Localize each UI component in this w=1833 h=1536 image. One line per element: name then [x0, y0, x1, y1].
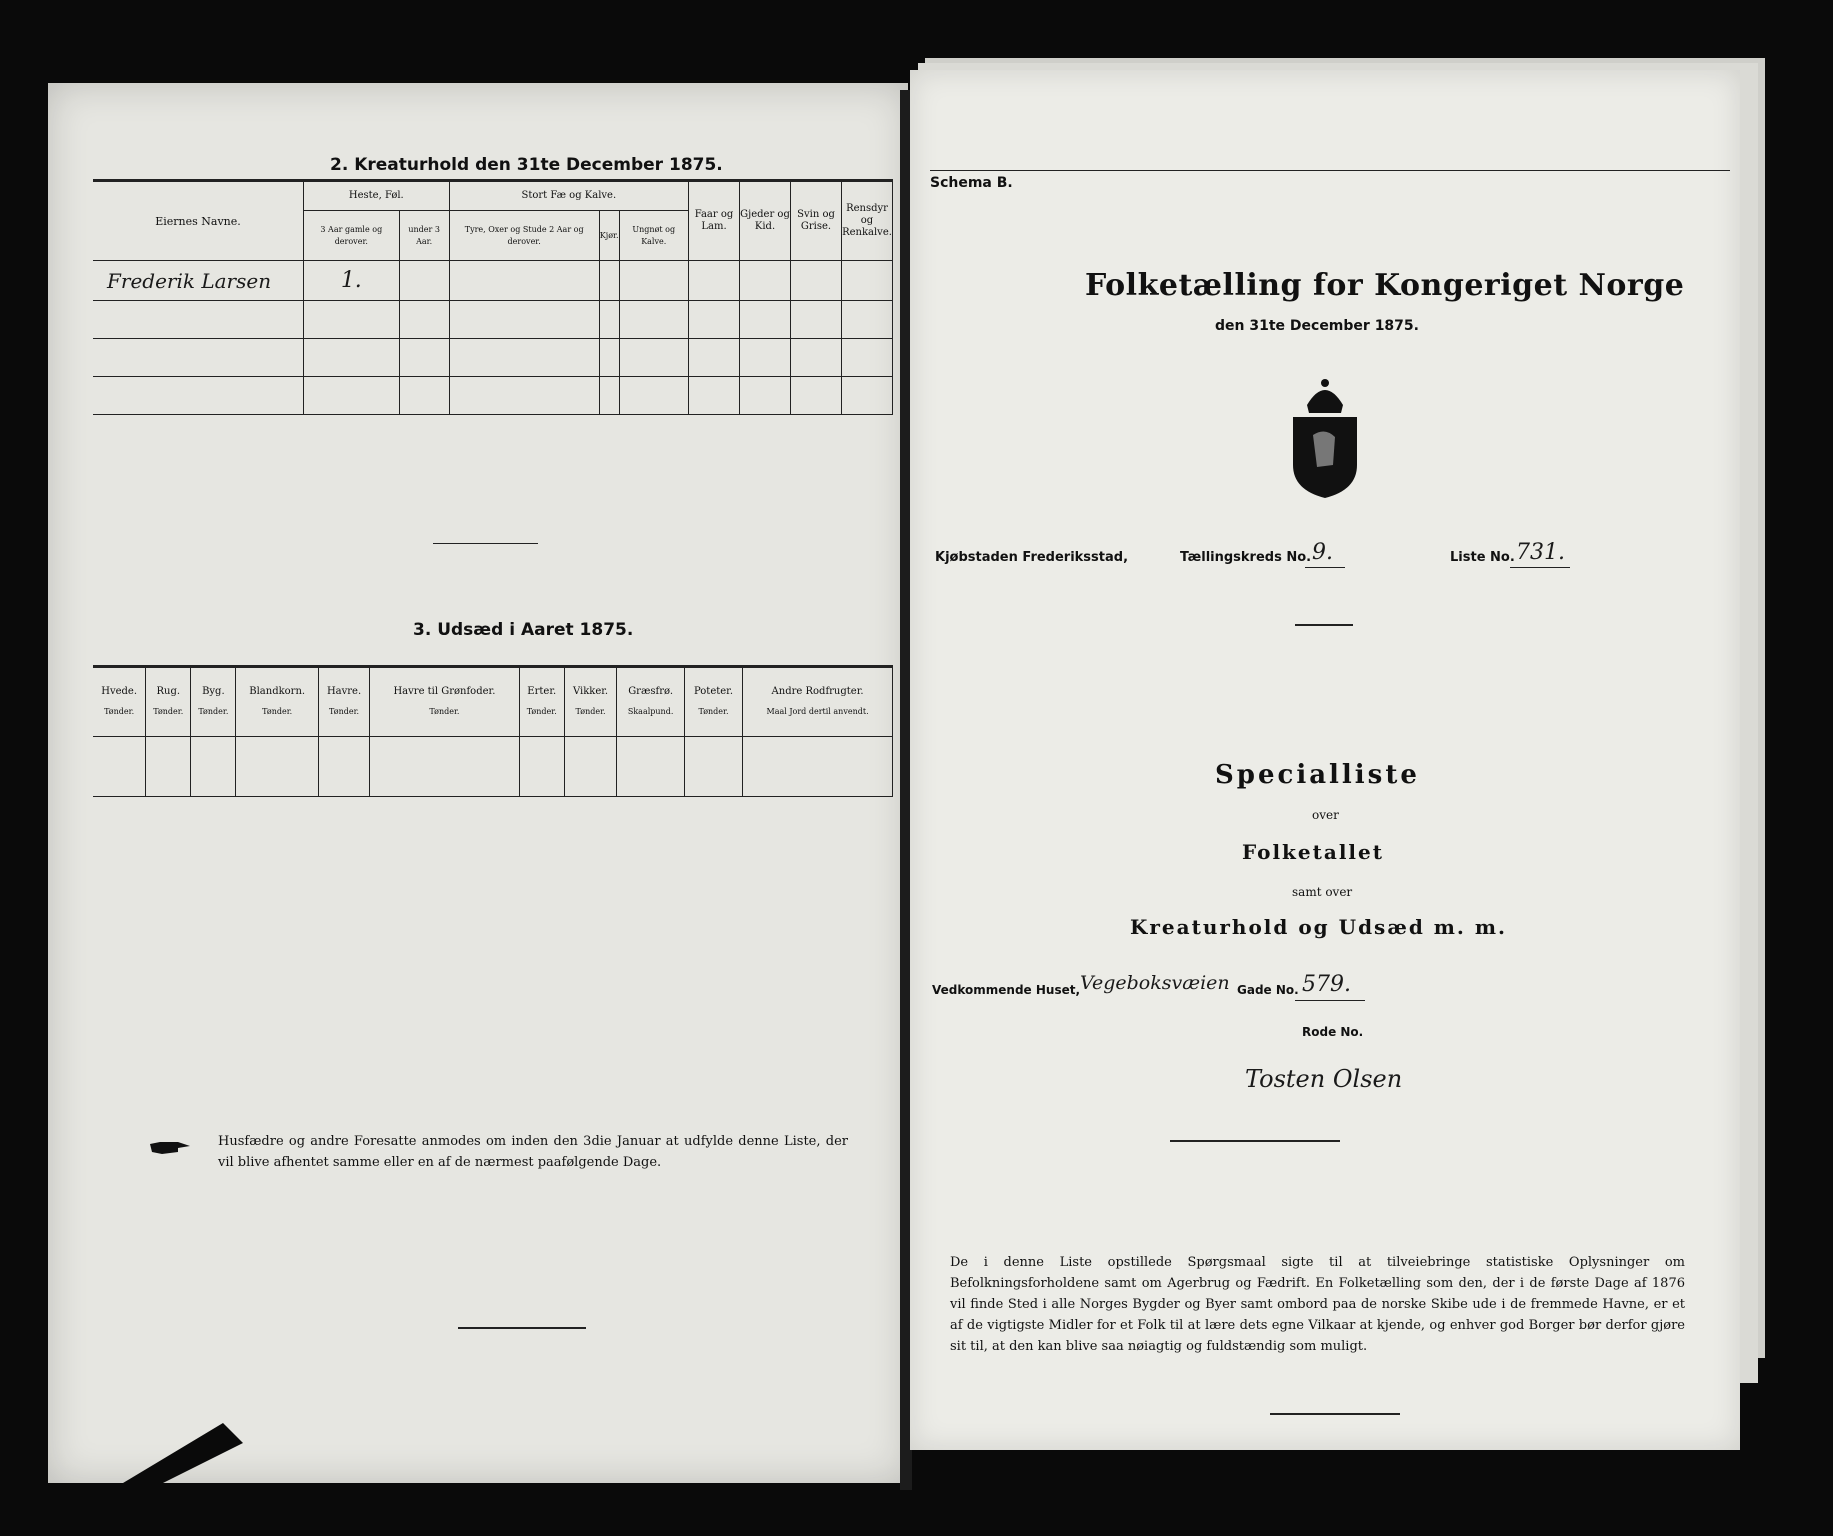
sowing-crop-name: Havre. [326, 686, 362, 697]
underline [1510, 567, 1570, 568]
sowing-crop-name: Havre til Grønfoder. [393, 686, 496, 697]
sowing-value-cell [318, 737, 369, 797]
sowing-crop-unit: Tønder. [429, 707, 460, 716]
livestock-table [93, 179, 893, 415]
sowing-crop-unit: Maal Jord dertil anvendt. [766, 707, 869, 716]
horses-old-header: 3 Aar gamle og derover. [304, 211, 400, 261]
sowing-crop-name: Poteter. [693, 686, 734, 697]
sowing-header-cell [743, 667, 893, 737]
calves-header: Ungnøt og Kalve. [619, 211, 689, 261]
sowing-crop-name: Erter. [527, 686, 557, 697]
sowing-crop-unit: Tønder. [329, 707, 360, 716]
section2-title: 2. Kreaturhold den 31te December 1875. [330, 155, 723, 175]
census-title: Folketælling for Kongeriget Norge [1085, 268, 1685, 303]
district-label: Tællingskreds No. [1180, 550, 1312, 565]
sowing-crop-name: Hvede. [101, 686, 138, 697]
divider [1270, 1413, 1400, 1415]
intro-paragraph: De i denne Liste opstillede Spørgsmaal sigte til at tilveiebringe statistiske Oplysninger om Befolkningsforholdene samt om Agerbrug og Fædrift. En Folketælling som den, der i de første Dage af 1876 vil finde Sted i alle Norges Bygder og Byer samt ombord paa de norske Skibe ude i de fremmede Havne, er et af de vigtigste Midler for et Folk til at lære dets egne Vilkaar at kjende, og enhver god Borger bør derfor gjøre sit til, at den kan blive saa nøiagtig og fuldstændig som muligt. [950, 1255, 1685, 1354]
sowing-crop-name: Vikker. [572, 686, 609, 697]
divider [433, 543, 538, 544]
sowing-value-cell [146, 737, 191, 797]
folketallet-text: Folketallet [1242, 840, 1384, 864]
sowing-crop-name: Græsfrø. [628, 686, 673, 697]
special-list-title: Specialliste [1215, 760, 1420, 790]
pointing-hand-icon [148, 1138, 188, 1156]
header-rule [930, 170, 1730, 171]
sowing-crop-name: Andre Rodfrugter. [771, 686, 864, 697]
sowing-header-cell [146, 667, 191, 737]
district-value: 9. [1312, 540, 1333, 565]
sowing-value-cell [191, 737, 236, 797]
sheep-header: Faar og Lam. [689, 181, 740, 261]
divider [458, 1327, 586, 1329]
sowing-header-cell [519, 667, 564, 737]
census-date: den 31te December 1875. [1215, 318, 1419, 334]
divider [1295, 624, 1353, 626]
sowing-value-cell [564, 737, 617, 797]
sowing-value-cell [617, 737, 685, 797]
sowing-crop-unit: Tønder. [526, 707, 557, 716]
underline [1305, 567, 1345, 568]
samt-over-text: samt over [1292, 885, 1353, 899]
sowing-crop-name: Byg. [202, 686, 225, 697]
sowing-crop-unit: Tønder. [153, 707, 184, 716]
gade-value: 579. [1302, 972, 1351, 997]
gade-label: Gade No. [1237, 983, 1299, 997]
sowing-crop-unit: Tønder. [575, 707, 606, 716]
cattle-header: Stort Fæ og Kalve. [449, 181, 688, 211]
house-value: Vegeboksvæien [1080, 972, 1230, 994]
town-label: Kjøbstaden Frederiksstad, [935, 550, 1129, 565]
signature-line [1170, 1140, 1340, 1142]
sowing-header-cell [236, 667, 319, 737]
sowing-crop-unit: Tønder. [262, 707, 293, 716]
sowing-crop-unit: Tønder. [104, 707, 135, 716]
sowing-header-cell [564, 667, 617, 737]
cows-header: Kjør. [599, 211, 619, 261]
owner-header: Eiernes Navne. [93, 181, 304, 261]
schema-label: Schema B. [930, 175, 1013, 191]
horses-young-header: under 3 Aar. [399, 211, 449, 261]
signature: Tosten Olsen [1245, 1065, 1403, 1093]
sowing-crop-unit: Tønder. [698, 707, 729, 716]
list-value: 731. [1516, 540, 1565, 565]
sowing-header-cell [617, 667, 685, 737]
sowing-table [93, 665, 893, 797]
pigs-header: Svin og Grise. [791, 181, 842, 261]
rode-label: Rode No. [1302, 1025, 1364, 1039]
house-label: Vedkommende Huset, [932, 983, 1081, 997]
notice-text: Husfædre og andre Foresatte anmodes om inden den 3die Januar at udfylde denne Liste, der vil blive afhentet samme eller en af de nærmest paafølgende Dage. [218, 1134, 848, 1170]
horses-old-cell: 1. [304, 261, 400, 301]
sowing-value-cell [93, 737, 146, 797]
page-corner-fold [123, 1413, 243, 1483]
underline [1295, 1000, 1365, 1001]
kreaturhold-text: Kreaturhold og Udsæd m. m. [1130, 915, 1507, 939]
owner-name-cell: Frederik Larsen [93, 261, 304, 301]
sowing-value-cell [743, 737, 893, 797]
left-page [48, 83, 908, 1483]
section3-title: 3. Udsæd i Aaret 1875. [413, 620, 634, 640]
sowing-crop-name: Rug. [156, 686, 181, 697]
sowing-header-cell [191, 667, 236, 737]
table-row [93, 377, 893, 415]
coat-of-arms-icon [1285, 375, 1365, 500]
table-row [93, 339, 893, 377]
goats-header: Gjeder og Kid. [740, 181, 791, 261]
sowing-header-cell [370, 667, 520, 737]
sowing-header-cell [93, 667, 146, 737]
sowing-crop-unit: Skaalpund. [627, 707, 674, 716]
sowing-value-cell [236, 737, 319, 797]
sowing-crop-name: Blandkorn. [249, 686, 306, 697]
sowing-header-cell [318, 667, 369, 737]
sowing-value-cell [370, 737, 520, 797]
reindeer-header: Rensdyr og Renkalve. [842, 181, 893, 261]
horses-header: Heste, Føl. [304, 181, 450, 211]
list-label: Liste No. [1450, 550, 1515, 565]
table-row [93, 301, 893, 339]
sowing-header-cell [684, 667, 742, 737]
sowing-value-cell [519, 737, 564, 797]
table-row [93, 261, 893, 301]
right-page [910, 70, 1740, 1450]
bulls-header: Tyre, Oxer og Stude 2 Aar og derover. [449, 211, 599, 261]
sowing-value-cell [684, 737, 742, 797]
sowing-crop-unit: Tønder. [198, 707, 229, 716]
over-text: over [1312, 808, 1339, 822]
